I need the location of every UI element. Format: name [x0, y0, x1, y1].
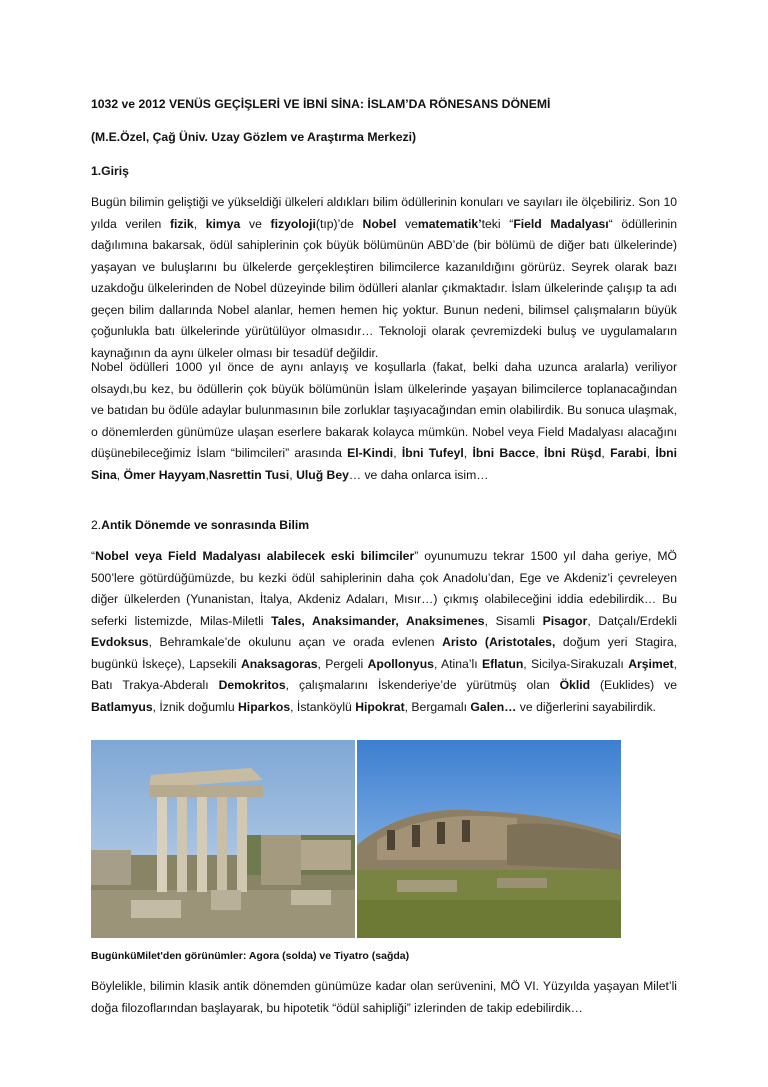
bold-term: Nobel veya Field Madalyası alabilecek eski bilimciler [95, 549, 415, 563]
agora-photo-image [91, 740, 355, 938]
bold-term: İbni Tufeyl [401, 446, 464, 460]
bold-term: fizik [169, 216, 194, 231]
paragraph-closing: Böylelikle, bilimin klasik antik dönemden günümüze kadar olan serüvenini, MÖ VI. Yüzyılda yaşayan Milet’li doğa filozoflarından başlayarak, bu hipotetik “ödül sahipliği” izlerinden de takip edebilirdik… [91, 979, 677, 1015]
bold-term: Evdoksus [91, 635, 149, 649]
bold-term: İbni Rüşd [543, 446, 602, 460]
bold-term: Anaksagoras [240, 656, 318, 671]
agora-photo [91, 740, 355, 938]
bold-term: Hiparkos [238, 699, 291, 714]
paragraph-antiquity: “Nobel veya Field Madalyası alabilecek eski bilimciler” oyunumuzu tekrar 1500 yıl daha geriye, MÖ 500’lere götürdüğümüzde, bu kezki ödül sahiplerinin daha çok Anadolu’dan, Ege ve Akdeniz’i çevreleyen diğer ülkelerden (Yunanistan, İtalya, Akdeniz Adaları, Mısır…) çıkmış olabileceğini iddia edebilirdik… Bu seferki listemizde, Milas-Miletli Tales, Anaksimander, Anaksimenes, Sisamli Pisagor, Datçalı/Erdekli Evdoksus, Behramkale’de okulunu açan ve orada evlenen Aristo (Aristotales, doğum yeri Stagira, bugünkü İskeçe), Lapsekili Anaksagoras, Pergeli Apollonyus, Atina’lı Eflatun, Sicilya-Sirakuzalı Arşimet, Batı Trakya-Abderalı Demokritos, çalışmalarını İskenderiye’de yürütmüş olan Öklid (Euklides) ve Batlamyus, İznik doğumlu Hiparkos, İstanköylü Hipokrat, Bergamalı Galen… ve diğerlerini sayabilirdik. [91, 549, 677, 714]
photo-caption: BugünküMilet'den görünümler: Agora (solda) ve Tiyatro (sağda) [91, 950, 410, 962]
bold-term: Field Madalyası [513, 216, 609, 231]
bold-term: El-Kindi [347, 446, 394, 460]
bold-term: Aristo (Aristotales, [442, 635, 556, 649]
bold-term: Nasrettin Tusi [208, 467, 290, 482]
author-line: (M.E.Özel, Çağ Üniv. Uzay Gözlem ve Araştırma Merkezi) [91, 130, 417, 144]
bold-term: Nobel [362, 216, 397, 231]
section-heading-antiquity-text: 2.Antik Dönemde ve sonrasında Bilim [91, 518, 310, 532]
bold-term: Arşimet [628, 656, 674, 671]
bold-term: Demokritos [218, 678, 286, 692]
bold-term: kimya [205, 216, 241, 231]
paragraph-nobel: Nobel ödülleri 1000 yıl önce de aynı anlayış ve koşullarla (fakat, belki daha uzunca aralarla) veriliyor olsaydı,bu kez, bu ödüllerin çok büyük bölümünün İslam ülkelerinde yaşayan bilimcilerce toplanacağından ve batıdan bu ödüle adaylar bulunmasının bile zorluklar taşıyacağından emin olabilirdik. Bu sonuca ulaşmak, o dönemlerden günümüze ulaşan eserlere bakarak kolayca mümkün. Nobel veya Field Madalyası alacağını düşünebileceğimiz İslam “bilimcileri” arasında El-Kindi, İbni Tufeyl, İbni Bacce, İbni Rüşd, Farabi, İbni Sina, Ömer Hayyam,Nasrettin Tusi, Uluğ Bey… ve daha onlarca isim… [91, 360, 677, 482]
theatre-photo-image [357, 740, 621, 938]
bold-term: İbni Bacce [472, 446, 536, 460]
heading-bold-part: Antik Dönemde ve sonrasında Bilim [101, 518, 310, 532]
section-heading-intro: 1.Giriş [91, 164, 129, 178]
bold-term: Farabi [610, 446, 647, 460]
document-title: 1032 ve 2012 VENÜS GEÇİŞLERİ VE İBNİ SİNA: İSLAM’DA RÖNESANS DÖNEMİ [91, 97, 551, 111]
bold-term: İbni Sina [91, 446, 677, 482]
bold-term: Apollonyus [367, 656, 434, 671]
paragraph-intro: Bugün bilimin geliştiği ve yükseldiği ülkeleri aldıkları bilim ödüllerinin konuları ve sayıları ile ölçebiliriz. Son 10 yılda verilen fizik, kimya ve fizyoloji(tıp)’de Nobel vematematik’teki “Field Madalyası“ ödüllerinin dağılımına bakarsak, ödül sahiplerinin çok büyük bölümünün ABD’de (bir bölümü de diğer batı ülkelerinde) yaşayan ve buluşlarını bu ülkelerde gerçekleştiren bilimcilerce kazanıldığını görürüz. Seyrek olarak bazı uzakdoğu ülkelerinden de Nobel düzeyinde bilim ödülleri alanlar çıkmaktadır. İslam ülkelerinde çalışıp ta adı geçen bilim dallarında Nobel alanlar, hemen hemen hiç yoktur. Bunun nedeni, bilimsel çalışmaların büyük çoğunlukla batı ülkelerinde yürütülüyor olmasıdır… Teknoloji olarak çevremizdeki buluş ve uygulamaların kaynağının da aynı ülkeler olması bir tesadüf değildir. [91, 195, 677, 360]
photo-row [91, 740, 677, 938]
bold-term: Eflatun [481, 656, 524, 671]
bold-term: matematik’ [417, 216, 482, 231]
bold-term: Tales, Anaksimander, Anaksimenes [271, 613, 485, 628]
section-heading-antiquity [91, 517, 677, 533]
bold-term: Galen… [470, 699, 517, 714]
bold-term: Hipokrat [355, 699, 405, 714]
bold-term: Öklid [559, 678, 591, 692]
bold-term: Uluğ Bey [296, 467, 349, 482]
theatre-photo [357, 740, 621, 938]
bold-term: Pisagor [542, 613, 588, 628]
bold-term: fizyoloji [270, 216, 316, 231]
bold-term: Batlamyus [91, 699, 153, 714]
bold-term: Ömer Hayyam [123, 467, 206, 482]
